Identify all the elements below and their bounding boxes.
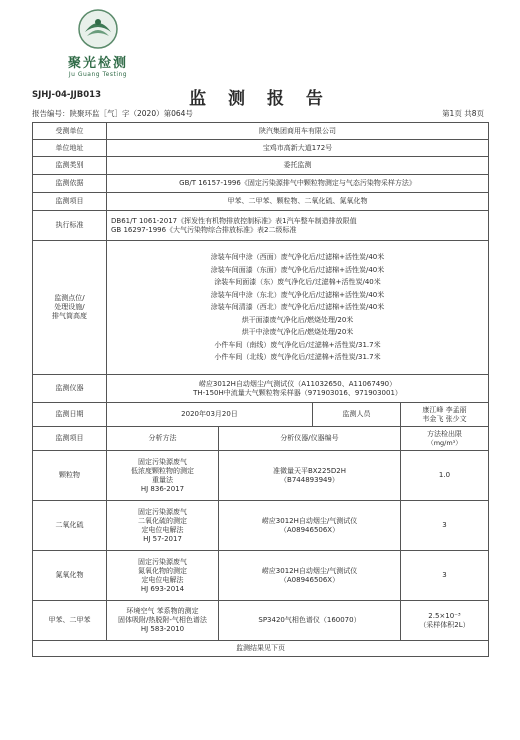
method-text: 低浓度颗粒物的测定 — [131, 466, 194, 475]
staff-names: 韦金飞 张少文 — [422, 414, 467, 423]
method-text: 固定污染源废气 — [138, 457, 187, 466]
detection-limit: 1.0 — [401, 451, 489, 501]
table-row — [33, 601, 489, 641]
results-note: 监测结果见下页 — [33, 641, 489, 657]
method-item: 二氧化硫 — [33, 501, 107, 551]
page-title: 监 测 报 告 — [189, 89, 331, 109]
instrument-text: （A08946506X） — [279, 525, 340, 534]
page-number: 第1页 共8页 — [442, 109, 484, 118]
monitoring-point: 涂装车间中涂（西面）废气净化后/过滤棉+活性炭/40米 — [210, 253, 385, 262]
method-item: 氮氧化物 — [33, 551, 107, 601]
monitoring-point: 烘干面漆废气净化后/燃烧处理/20米 — [241, 315, 354, 324]
company-logo — [58, 8, 138, 82]
points-label: 排气筒高度 — [52, 312, 87, 320]
address-value: 宝鸡市高新大道172号 — [107, 140, 489, 157]
monitoring-point: 小件车间（北线）废气净化后/过滤棉+活性炭/31.7米 — [214, 353, 381, 362]
instruments-label: 监测仪器 — [33, 375, 107, 403]
points-label: 处理设施/ — [54, 303, 85, 311]
address-label: 单位地址 — [33, 140, 107, 157]
monitoring-point: 烘干中涂废气净化后/燃烧处理/20米 — [241, 328, 354, 337]
table-row — [33, 375, 489, 403]
method-text: 氮氧化物的测定 — [138, 566, 187, 575]
standard-label: 执行标准 — [33, 211, 107, 241]
table-row — [33, 641, 489, 657]
date-label: 监测日期 — [33, 403, 107, 427]
method-text: HJ 57-2017 — [143, 534, 182, 543]
table-row — [33, 403, 489, 427]
monitoring-point: 涂装车间面漆（东面）废气净化后/过滤棉+活性炭/40米 — [210, 265, 385, 274]
method-text: 环境空气 苯系物的测定 — [126, 607, 199, 615]
detection-limit-note: （采样体积2L） — [419, 620, 470, 629]
items-label: 监测项目 — [33, 193, 107, 211]
type-value: 委托监测 — [107, 157, 489, 175]
detection-limit: 3 — [401, 501, 489, 551]
report-table — [32, 122, 489, 657]
instrument-text: （A08946506X） — [279, 575, 340, 584]
detection-limit: 2.5×10⁻³ — [428, 611, 461, 620]
table-row — [33, 193, 489, 211]
points-label: 监测点位/ — [54, 294, 85, 302]
table-row — [33, 211, 489, 241]
basis-value: GB/T 16157-1996《固定污染源排气中颗粒物测定与气态污染物采样方法》 — [107, 175, 489, 193]
logo-mark-icon — [77, 8, 119, 50]
staff-label: 监测人员 — [313, 403, 401, 427]
report-number: 报告编号：陕聚环监［气］字（2020）第064号 — [32, 109, 193, 118]
monitoring-point: 涂装车间面漆（东）废气净化后/过滤棉+活性炭/40米 — [214, 278, 381, 287]
method-item: 颗粒物 — [33, 451, 107, 501]
method-text: HJ 693-2014 — [140, 584, 185, 593]
column-header-unit: （mg/m³） — [427, 438, 462, 447]
client-label: 受测单位 — [33, 123, 107, 140]
method-text: 固定污染源废气 — [138, 507, 187, 516]
column-header: 方法检出限 — [427, 429, 462, 438]
standard-line: DB61/T 1061-2017《挥发性有机物排放控制标准》表1汽车整车制造排放限值 — [111, 216, 357, 225]
standard-line: GB 16297-1996《大气污染物综合排放标准》表2二级标准 — [111, 225, 297, 234]
client-value: 陕汽集团商用车有限公司 — [107, 123, 489, 140]
instrument-text: 准微量天平BX225D2H — [272, 466, 347, 475]
table-row — [33, 551, 489, 601]
table-row — [33, 175, 489, 193]
logo-english-text: Ju Guang Testing — [68, 71, 128, 78]
items-value: 甲苯、二甲苯、颗粒物、二氧化硫、氮氧化物 — [107, 193, 489, 211]
column-header: 监测项目 — [33, 427, 107, 451]
monitoring-point: 涂装车间中涂（东北）废气净化后/过滤棉+活性炭/40米 — [210, 290, 385, 299]
instrument-text: 崂应3012H自动烟尘/气测试仪 — [261, 516, 358, 525]
table-row — [33, 157, 489, 175]
logo-chinese-text: 聚光检测 — [67, 56, 128, 71]
instrument-line: 崂应3012H自动烟尘/气测试仪（A11032650、A11067490） — [198, 379, 397, 388]
method-text: 重量法 — [152, 475, 173, 484]
type-label: 监测类别 — [33, 157, 107, 175]
method-text: 定电位电解法 — [141, 575, 184, 584]
instrument-line: TH-150H中流量大气颗粒物采样器（971903016、971903001） — [193, 388, 402, 397]
instrument-text: （B744893949） — [280, 475, 339, 484]
document-code: SJHJ-04-JJB013 — [32, 90, 101, 100]
column-header: 分析仪器/仪器编号 — [219, 427, 401, 451]
instrument-text: SP3420气相色谱仪（160070） — [219, 601, 401, 641]
method-text: 固体吸附/热脱附-气相色谱法 — [118, 616, 207, 624]
column-header: 分析方法 — [107, 427, 219, 451]
table-row — [33, 123, 489, 140]
method-text: 定电位电解法 — [141, 525, 184, 534]
basis-label: 监测依据 — [33, 175, 107, 193]
method-text: 二氧化硫的测定 — [138, 516, 187, 525]
instrument-text: 崂应3012H自动烟尘/气测试仪 — [261, 566, 358, 575]
monitoring-point: 涂装车间清漆（西北）废气净化后/过滤棉+活性炭/40米 — [210, 303, 385, 312]
table-row — [33, 427, 489, 451]
table-row — [33, 501, 489, 551]
method-item: 甲苯、二甲苯 — [33, 601, 107, 641]
table-row — [33, 241, 489, 375]
method-text: HJ 836-2017 — [140, 484, 185, 493]
staff-names: 康江峰 李孟丽 — [422, 405, 467, 414]
table-row — [33, 451, 489, 501]
table-row — [33, 140, 489, 157]
monitoring-point: 小件车间（南线）废气净化后/过滤棉+活性炭/31.7米 — [214, 340, 381, 349]
detection-limit: 3 — [401, 551, 489, 601]
method-text: 固定污染源废气 — [138, 557, 187, 566]
date-value: 2020年03月20日 — [107, 403, 313, 427]
method-text: HJ 583-2010 — [140, 625, 185, 633]
